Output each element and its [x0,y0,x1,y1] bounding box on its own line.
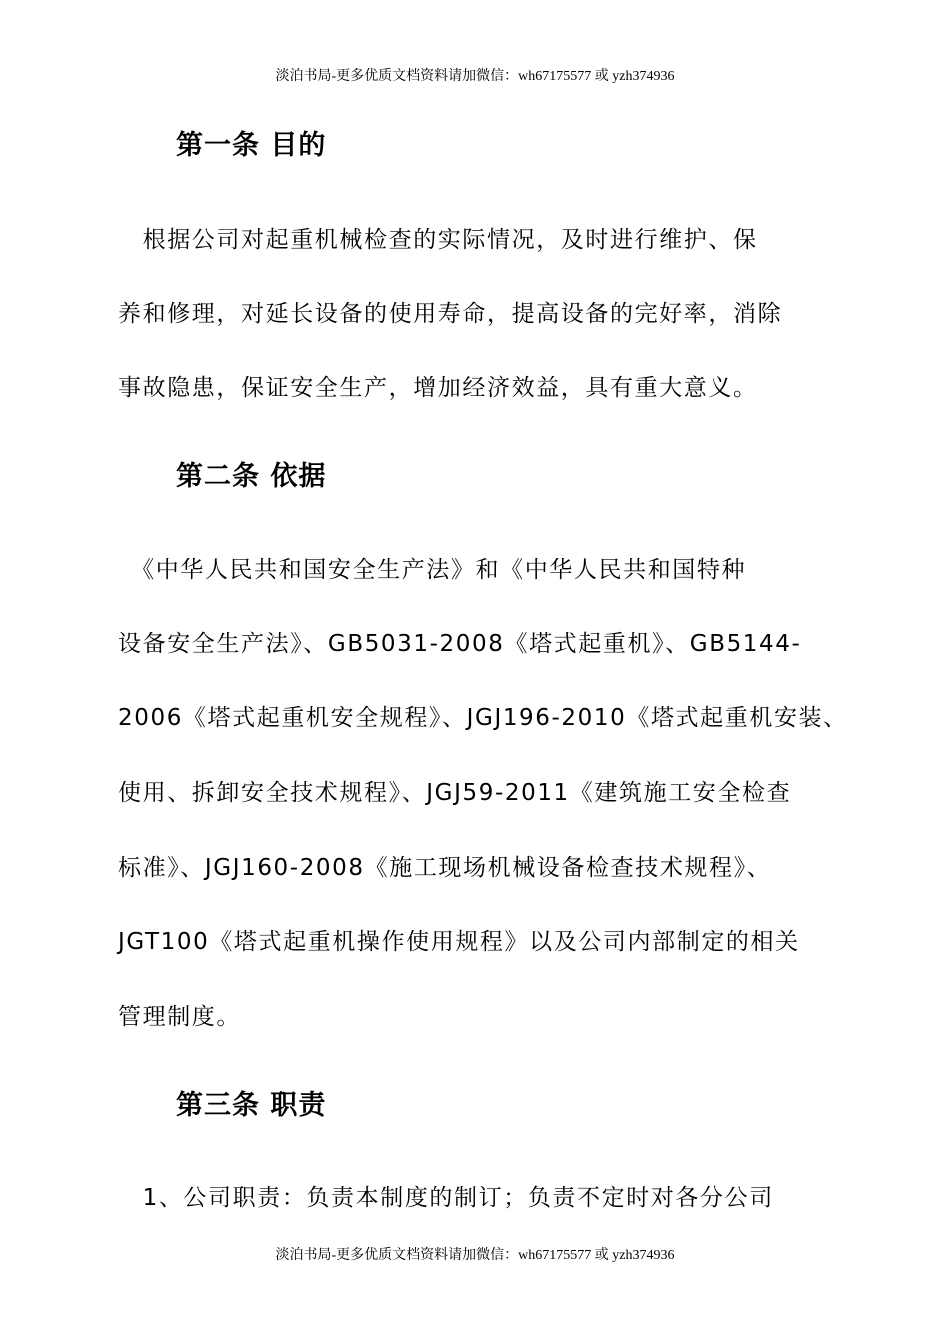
page-footer: 淡泊书局-更多优质文档资料请加微信：wh67175577 或 yzh374936 [275,1248,675,1263]
body-line: 标准》、JGJ160-2008《施工现场机械设备检查技术规程》、 [118,855,772,881]
section-heading-basis: 第二条 依据 [176,461,327,492]
section-heading-purpose: 第一条 目的 [176,130,327,161]
body-line: 管理制度。 [118,1004,241,1030]
body-line: 《中华人民共和国安全生产法》和《中华人民共和国特种 [118,557,747,583]
body-line: 2006《塔式起重机安全规程》、JGJ196-2010《塔式起重机安装、 [118,705,848,731]
body-line: 设备安全生产法》、GB5031-2008《塔式起重机》、GB5144- [118,631,802,657]
body-line: JGT100《塔式起重机操作使用规程》以及公司内部制定的相关 [118,929,800,955]
page-header: 淡泊书局-更多优质文档资料请加微信：wh67175577 或 yzh374936 [275,69,675,84]
body-line: 根据公司对起重机械检查的实际情况，及时进行维护、保 [118,227,758,253]
body-line: 事故隐患，保证安全生产，增加经济效益，具有重大意义。 [118,375,758,401]
body-line: 使用、拆卸安全技术规程》、JGJ59-2011《建筑施工安全检查 [118,780,792,806]
body-line: 1、公司职责：负责本制度的制订；负责不定时对各分公司 [118,1185,774,1211]
section-heading-responsibilities: 第三条 职责 [176,1090,327,1121]
body-line: 养和修理，对延长设备的使用寿命，提高设备的完好率，消除 [118,301,783,327]
